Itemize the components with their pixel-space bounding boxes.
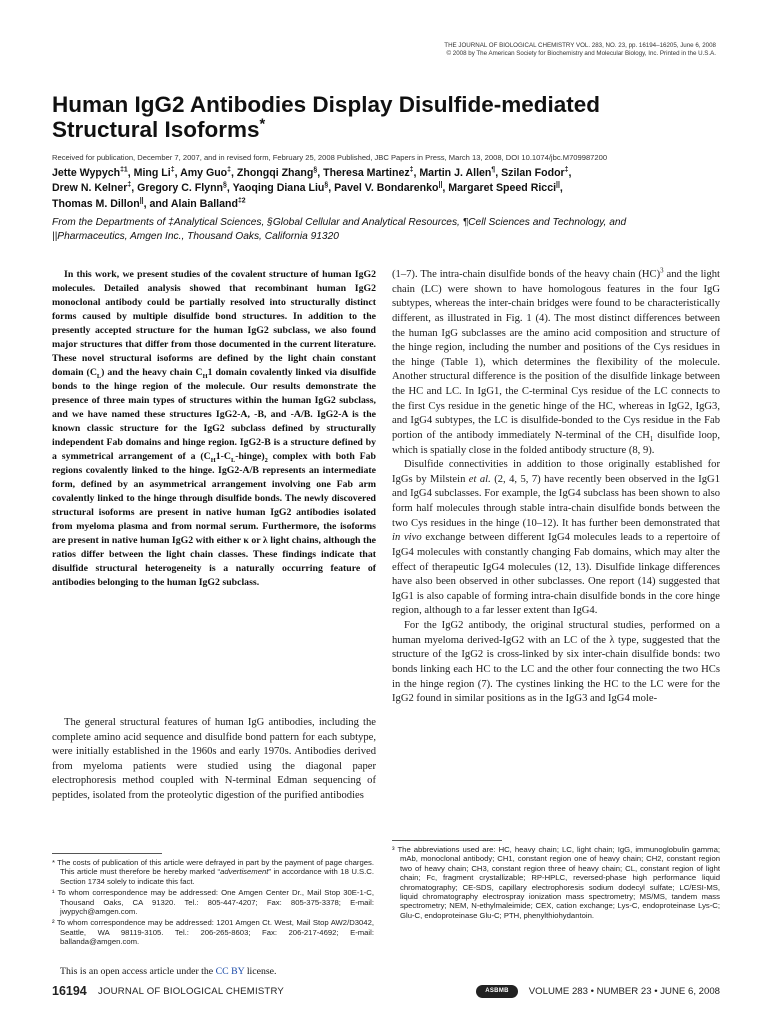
intro-paragraph: The general structural features of human IgG antibodies, including the complete amino acid sequence and disulfide bond pattern for each subtype, were initially established in the 1960s and early 1970s. Antibodies derived from myeloma patients were studied using the diagonal paper electrophoresis method coupled with N-terminal Edman sequencing of peptides, isolated from the proteolytic digestion of the purified antibodies (52, 717, 376, 801)
abstract (52, 268, 376, 590)
author (501, 167, 571, 179)
footnote-divider-right (392, 840, 502, 841)
masthead-copyright-line: © 2008 by The American Society for Biochemistry and Molecular Biology, Inc. Printed in the U.S.A. (446, 50, 716, 57)
author-sep: , (317, 167, 324, 179)
article-title (52, 92, 732, 142)
abstract-text: ) and the heavy chain C (101, 367, 203, 379)
open-access-notice (60, 966, 276, 977)
body-text: (1–7). The intra-chain disulfide bonds of the heavy chain (HC) (392, 269, 661, 280)
page-number: 16194 (52, 984, 87, 998)
abstract-subscript: L (230, 457, 236, 465)
introduction (52, 716, 376, 804)
footnotes-left (52, 858, 374, 949)
open-access-text: license. (244, 966, 277, 977)
affiliation-line-2: ||Pharmaceutics, Amgen Inc., Thousand Oaks, California 91320 (52, 231, 339, 242)
abstract-text: 1 domain covalently linked via disulfide bonds to the hinge region of the molecule. Our results demonstrate the presence of three main types of structures within the human IgG2 subclass, and we have named these structures IgG2-A, -B, and -A/B. IgG2-A is the known classic structure for the IgG2 subclass defined by structurally independent Fab domains and hinge region. IgG2-B is a structure defined by a symmetrical arrangement of a (C (52, 367, 376, 463)
author-name: Margaret Speed Ricci (448, 182, 557, 195)
author-mark: ‡1 (120, 166, 128, 174)
author-name: Gregory C. Flynn (137, 182, 224, 195)
author-name: Szilan Fodor (501, 167, 565, 179)
footnote-text: ” in accordance with 18 U.S.C. Section 1734 solely to indicate this fact. (60, 867, 374, 886)
abstract-text: In this work, we present studies of the covalent structure of human IgG2 molecules. Detailed analysis showed that recombinant human IgG2 monoclonal antibody could be partially resolved into structurally distinct forms caused by multiple disulfide bond structures. In addition to the presently accepted structure for the human IgG2 subclass, we also found major structures that differ from those documented in the current literature. These novel structural isoforms are defined by the light chain constant domain ( (52, 269, 376, 379)
abstract-subscript: H (202, 373, 208, 381)
author-mark: || (438, 181, 443, 189)
masthead (444, 42, 716, 58)
title-line-2 (52, 117, 732, 142)
author-name: Martin J. Allen (419, 167, 492, 179)
author-mark: ¶ (491, 166, 496, 174)
title-line-2-text: Structural Isoforms (52, 117, 260, 142)
affiliations (52, 216, 732, 244)
author-name: Amy Guo (180, 167, 228, 179)
author-mark: ‡ (564, 166, 569, 174)
author (419, 167, 501, 179)
author-mark: || (556, 181, 560, 189)
footnote-text: * The costs of publication of this article were defrayed in part by the payment of page charges. This article must therefore be hereby marked “ (52, 858, 374, 877)
footnote-italic: advertisement (220, 867, 269, 877)
footnote-costs (52, 858, 374, 886)
footnote-divider-left (52, 853, 162, 854)
body-italic: et al. (468, 473, 491, 485)
author (134, 167, 180, 179)
body-text: Disulfide connectivities in addition to those originally established for IgGs by Milstein (392, 459, 720, 485)
abstract-subscript: H (210, 457, 216, 465)
author-sep: , (127, 167, 134, 179)
author-sep: , (174, 167, 181, 179)
abstract-text: -hinge) (235, 451, 265, 463)
title-line-1: Human IgG2 Antibodies Display Disulfide-mediated (52, 92, 600, 117)
open-access-text: This is an open access article under the (60, 966, 216, 977)
author-sep: , and (143, 197, 171, 210)
masthead-journal-line: THE JOURNAL OF BIOLOGICAL CHEMISTRY VOL. 283, NO. 23, pp. 16194–16205, June 6, 2008 (444, 42, 716, 49)
abstract-text: complex with both Fab regions covalently linked to the hinge. IgG2-A/B represents an intermediate form, defined by an asymmetrical arrangement involving one Fab arm covalently linked to the hinge through disulfide bonds. The newly discovered structural isoforms are present in native human IgG2 antibodies isolated from myeloma plasma and from normal serum. Furthermore, the isoforms are present in native human IgG2 with either κ or λ light chains, although the ratios differ between the light chain classes. These findings indicate that disulfide structural heterogeneity is a naturally occurring feature of antibodies belonging to the human IgG2 subclass. (52, 451, 376, 589)
body-text: and the light chain (LC) were shown to have homologous features in the four IgG subtypes, whereas the inter-chain bridges were found to be characteristically different, as illustrated in Fig. 1 (4). The most distinct differences between the human IgG subclasses are the amino acid composition and structure of the hinge region, including the number and positions of the Cys residues in the hinge (Table 1), which determines the flexibility of the molecule. Another structural difference is the position of the disulfide linkage between the HC and LC. In IgG1, the C-terminal Cys residue of the LC connects to the first Cys residue in the genetic hinge of the HC, whereas in IgG2, IgG3, and IgG4 subtypes, the LC is disulfide-bonded to the Cys residue in the Fab portion of the antibody immediately N-terminal of the CH (392, 269, 721, 441)
author-name: Theresa Martinez (323, 167, 410, 179)
author-sep: , (495, 167, 502, 179)
author-mark: ‡2 (237, 197, 246, 205)
author (323, 167, 419, 179)
body-paragraph (392, 268, 720, 458)
footnote-abbreviations-text: ³ The abbreviations used are: HC, heavy chain; LC, light chain; IgG, immunoglobulin gamma; mAb, monoclonal antibody; CH1, constant region one of heavy chain; CH2, constant region two of heavy chain; CH3, constant region three of heavy chain; CL, constant region of light chain; Fc, fragment crystallizable; RP-HPLC, reversed-phase high performance liquid chromatography; CE-SDS, capillary electrophoresis sodium dodecyl sulfate; LC/ESI-MS, liquid chromatography electrospray ionization mass spectrometry; MS/MS, tandem mass spectrometry; NEM, N-ethylmaleimide; CEX, cation exchange; Lys-C, endoproteinase Lys-C; Glu-C, endoproteinase Glu-C; PTH, phenylthiohydantoin. (392, 845, 720, 920)
author (233, 182, 335, 194)
abstract-symbol: C (89, 367, 97, 379)
abstract-paragraph (52, 268, 376, 590)
author (334, 182, 448, 194)
title-footnote-mark: * (259, 116, 266, 133)
author-mark: ‡ (127, 181, 132, 189)
footer-volume-info: VOLUME 283 • NUMBER 23 • JUNE 6, 2008 (528, 986, 720, 997)
author-sep: , (226, 182, 233, 195)
author-list (52, 166, 732, 212)
abstract-text: 1-C (215, 451, 231, 463)
right-column-body (392, 268, 720, 707)
author-mark: || (139, 197, 144, 205)
body-subscript: 1 (649, 435, 654, 443)
author-mark: ‡ (170, 166, 175, 174)
footer-journal-name: JOURNAL OF BIOLOGICAL CHEMISTRY (98, 986, 285, 997)
body-paragraph (392, 458, 720, 619)
abstract-subscript: 2 (264, 457, 268, 465)
author-name: Alain Balland (170, 197, 238, 210)
author-mark: ‡ (227, 166, 231, 174)
author (237, 167, 323, 179)
author-mark: § (324, 181, 329, 189)
author-mark: ‡ (409, 166, 414, 174)
received-dates: Received for publication, December 7, 2007, and in revised form, February 25, 2008 Published, JBC Papers in Press, March 13, 2008, DOI 10.1074/jbc.M709987200 (52, 153, 608, 162)
author-sep: , (328, 182, 335, 195)
author-sep: , (559, 182, 563, 195)
affiliation-line-1: From the Departments of ‡Analytical Sciences, §Global Cellular and Analytical Resources, ¶Cell Sciences and Technology, and (52, 217, 627, 228)
author-name: Zhongqi Zhang (236, 167, 314, 179)
author-sep: , (131, 182, 138, 195)
author-name: Ming Li (133, 167, 171, 179)
author (52, 182, 137, 194)
body-italic: in vivo (392, 532, 422, 544)
author (180, 167, 237, 179)
body-paragraph: For the IgG2 antibody, the original structural studies, performed on a human myeloma derived-IgG2 with an LC of the λ type, suggested that the structure of the IgG2 is cross-linked by six inter-chain disulfide bonds: two bonds linking each HC to the LC and the other four connecting the two HCs in the hinge region (7). The cystines linking the HC to the LC were for the IgG2 found in similar positions as in the IgG3 and IgG4 mole- (392, 620, 720, 705)
footnote-ref: 3 (660, 267, 664, 275)
author-sep: , (442, 182, 449, 195)
body-text: disulfide loop, which is spatially close in the folded antibody structure (8, 9). (392, 429, 720, 456)
author-name: Pavel V. Bondarenko (334, 182, 439, 195)
author-sep: , (230, 167, 237, 179)
footnote-correspondence-1: ¹ To whom correspondence may be addressed: One Amgen Center Dr., Mail Stop 30E-1-C, Thousand Oaks, CA 91320. Tel.: 805-447-4207; Fax: 805-375-3378; E-mail: jwypych@amgen.com. (52, 888, 374, 917)
author-name: Thomas M. Dillon (52, 197, 140, 210)
author-sep: , (568, 167, 572, 179)
author-name: Jette Wypych (52, 167, 121, 179)
abstract-subscript: L (96, 373, 102, 381)
author-name: Drew N. Kelner (52, 182, 128, 195)
author (52, 167, 134, 179)
author (137, 182, 232, 194)
page-footer (52, 984, 720, 1002)
author-name: Yaoqing Diana Liu (232, 182, 325, 195)
author-sep: , (413, 167, 420, 179)
cc-by-link[interactable]: CC BY (215, 966, 245, 977)
author (448, 182, 563, 194)
body-text: exchange between different IgG4 molecules leads to a repertoire of IgG4 molecules with constantly changing Fab domains, which may alter the effect of therapeutic IgG4 molecules (12, 13). Disulfide linkage differences have also been observed in other subclasses. One report (14) suggested that IgG1 is also capable of forming intra-chain disulfide bonds in the core hinge region, although to a far lesser extent than IgG4. (392, 532, 720, 617)
author-mark: § (313, 166, 318, 174)
author (52, 198, 171, 210)
author-mark: § (223, 181, 227, 189)
footnote-correspondence-2: ² To whom correspondence may be addressed: 1201 Amgen Ct. West, Mail Stop AW2/D3042, Seattle, WA 98119-3105. Tel.: 206-265-8603; Fax: 206-217-4692; E-mail: ballanda@amgen.com. (52, 918, 374, 947)
asbmb-logo: ASBMB (476, 985, 518, 998)
author (171, 198, 246, 210)
footnote-abbreviations (392, 845, 720, 922)
body-text: (2, 4, 5, 7) have recently been observed in the IgG1 and IgG4 subclasses. For example, the IgG4 subclass has been shown to also form half molecules through stable intra-chain disulfide bonds between the two Cys residues in the hinge (10–12). It has further been demonstrated that (392, 473, 720, 529)
